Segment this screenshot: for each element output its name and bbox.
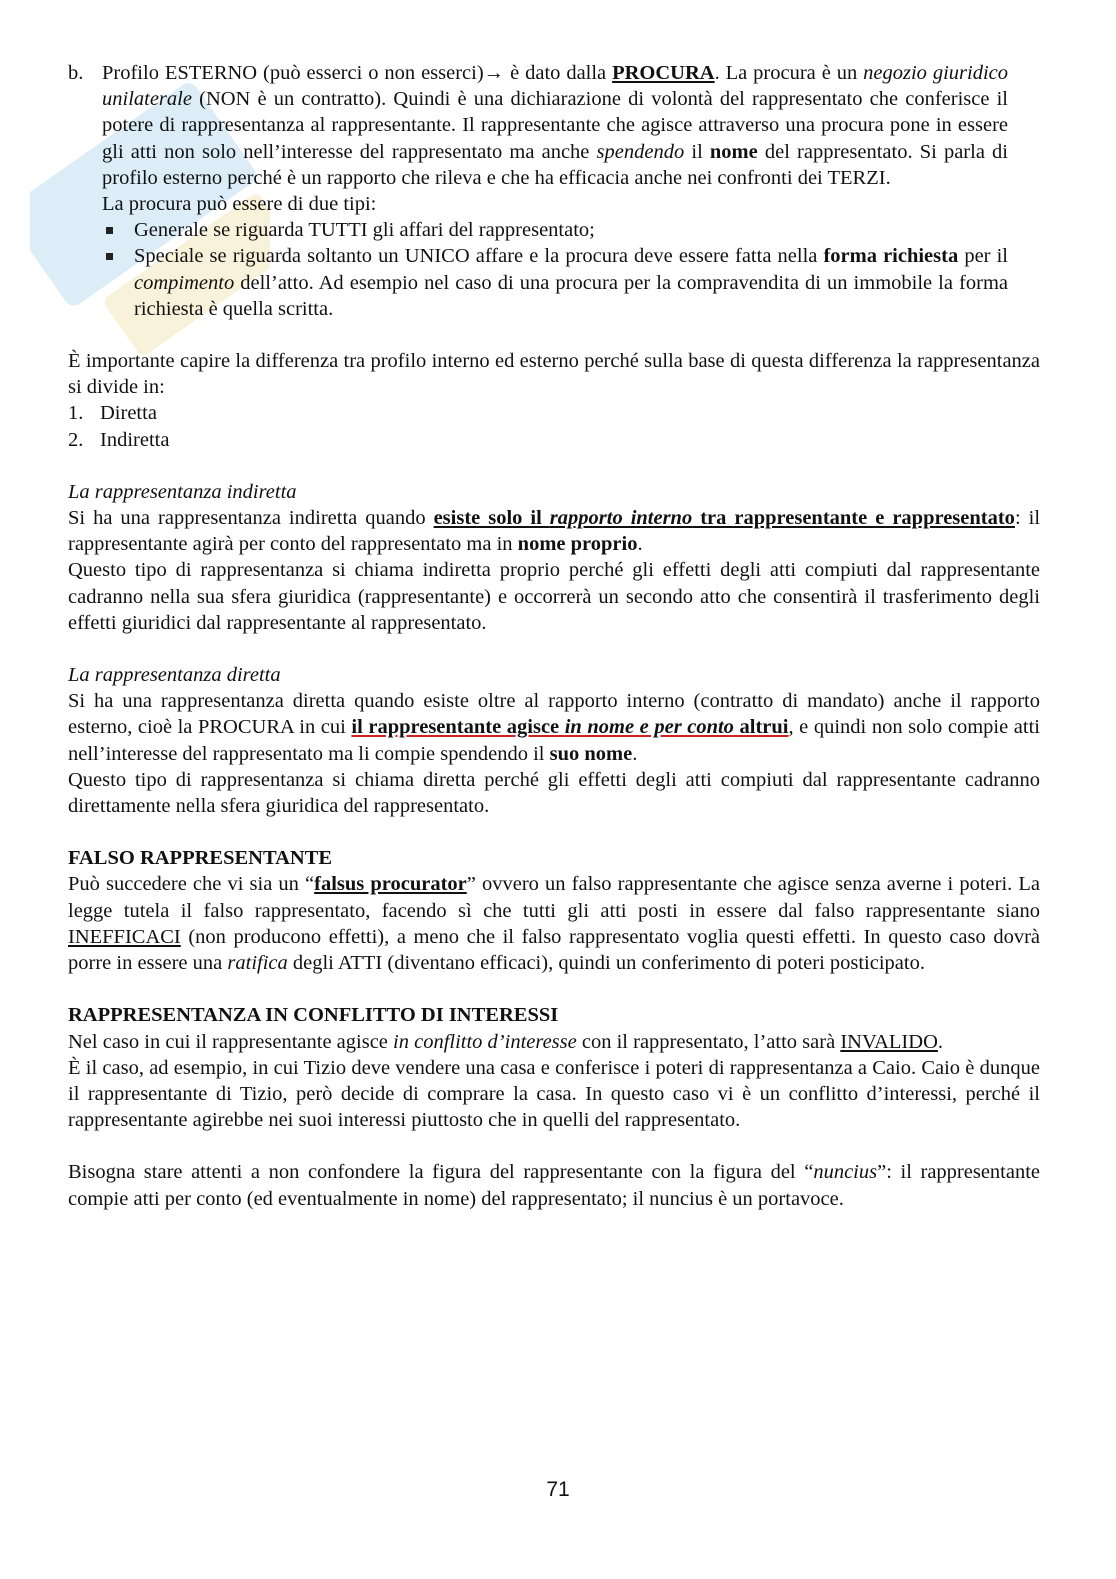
list-item: Speciale se riguarda soltanto un UNICO affare e la procura deve essere fatta nella forma richiesta per il compimento dell’atto. Ad esempio nel caso di una procura per la compravendita di un immobile la forma richiesta è quella scritta. bbox=[102, 243, 1008, 322]
bullet-icon bbox=[102, 217, 134, 243]
page-number: 71 bbox=[546, 1478, 570, 1501]
paragraph-differenza: È importante capire la differenza tra profilo interno ed esterno perché sulla base di questa differenza la rappresentanza si divide in: bbox=[68, 350, 1040, 399]
highlighted-phrase: il rappresentante agisce in nome e per conto altrui bbox=[351, 716, 789, 739]
paragraph-nuncius: Bisogna stare attenti a non confondere la figura del rappresentante con la figura del “nuncius”: il rappresentante compie atti per conto (ed eventualmente in nome) del rappresentato; il nuncius è un portavoce. bbox=[68, 1161, 1041, 1210]
paragraph-indiretta: Si ha una rappresentanza indiretta quando esiste solo il rapporto interno tra rappresentante e rappresentato: il rappresentante agirà per conto del rappresentato ma in nome proprio. bbox=[68, 507, 1041, 556]
heading-falso-rappresentante: FALSO RAPPRESENTANTE bbox=[68, 847, 333, 870]
bullet-icon bbox=[102, 243, 134, 322]
paragraph-diretta: Si ha una rappresentanza diretta quando esiste oltre al rapporto interno (contratto di mandato) anche il rapporto esterno, cioè la PROCURA in cui il rappresentante agisce in nome e per conto altrui, e quindi non solo compie atti nell’interesse del rappresentato ma li compie spendendo il suo nome. bbox=[68, 690, 1040, 765]
list-item: 2. Indiretta bbox=[68, 428, 170, 451]
document-page bbox=[68, 60, 1040, 1212]
paragraph-esempio-tizio-caio: È il caso, ad esempio, in cui Tizio deve vendere una casa e conferisce i poteri di rappresentanza a Caio. Caio è dunque il rappresentante di Tizio, però decide di comprare la casa. In questo caso vi è un conflitto d’interessi, perché il rappresentante agirebbe nei suoi interessi piuttosto che in quelli del rappresentato. bbox=[68, 1056, 1040, 1132]
paragraph-falso: Può succedere che vi sia un “falsus procurator” ovvero un falso rappresentante che agisce senza averne i poteri. La legge tutela il falso rappresentato, facendo sì che tutti gli atti posti in essere dal falso rappresentante siano INEFFICACI (non producono effetti), a meno che il falso rappresentato voglia questi effetti. In questo caso dovrà porre in essere una ratifica degli ATTI (diventano efficaci), quindi un conferimento di poteri posticipato. bbox=[68, 873, 1040, 975]
list-item-profilo-esterno bbox=[68, 60, 1040, 322]
paragraph-tipi-procura: La procura può essere di due tipi: bbox=[102, 193, 377, 216]
bullet-list bbox=[102, 217, 1008, 322]
list-item: Generale se riguarda TUTTI gli affari del rappresentato; bbox=[102, 217, 1008, 243]
heading-conflitto-interessi: RAPPRESENTANZA IN CONFLITTO DI INTERESSI bbox=[68, 1004, 559, 1027]
paragraph-diretta-effetti: Questo tipo di rappresentanza si chiama diretta perché gli effetti degli atti compiuti dal rappresentante cadranno direttamente nella sfera giuridica del rappresentato. bbox=[68, 768, 1040, 818]
paragraph-conflitto: Nel caso in cui il rappresentante agisce in conflitto d’interesse con il rappresentato, l’atto sarà INVALIDO. bbox=[68, 1030, 943, 1053]
list-marker: b. bbox=[68, 62, 84, 84]
section-title-indiretta: La rappresentanza indiretta bbox=[68, 480, 297, 503]
list-item-body bbox=[102, 60, 1008, 322]
numbered-list bbox=[68, 400, 1040, 452]
list-item: 1. Diretta bbox=[68, 402, 157, 425]
procura-term: PROCURA bbox=[612, 62, 715, 84]
paragraph-indiretta-effetti: Questo tipo di rappresentanza si chiama indiretta proprio perché gli effetti degli atti compiuti dal rappresentante cadranno nella sua sfera giuridica (rappresentante) e occorrerà un secondo atto che consentirà il trasferimento degli effetti giuridici dal rappresentante al rappresentato. bbox=[68, 559, 1040, 634]
paragraph-procura: Profilo ESTERNO (può esserci o non esserci)→ è dato dalla PROCURA. La procura è un negozio giuridico unilaterale (NON è un contratto). Quindi è una dichiarazione di volontà del rappresentato che conferisce il potere di rappresentanza al rappresentante. Il rappresentante che agisce attraverso una procura pone in essere gli atti non solo nell’interesse del rappresentato ma anche spendendo il nome del rappresentato. Si parla di profilo esterno perché è un rapporto che rileva e che ha efficacia anche nei confronti dei TERZI. bbox=[102, 62, 1008, 189]
section-title-diretta: La rappresentanza diretta bbox=[68, 664, 281, 687]
